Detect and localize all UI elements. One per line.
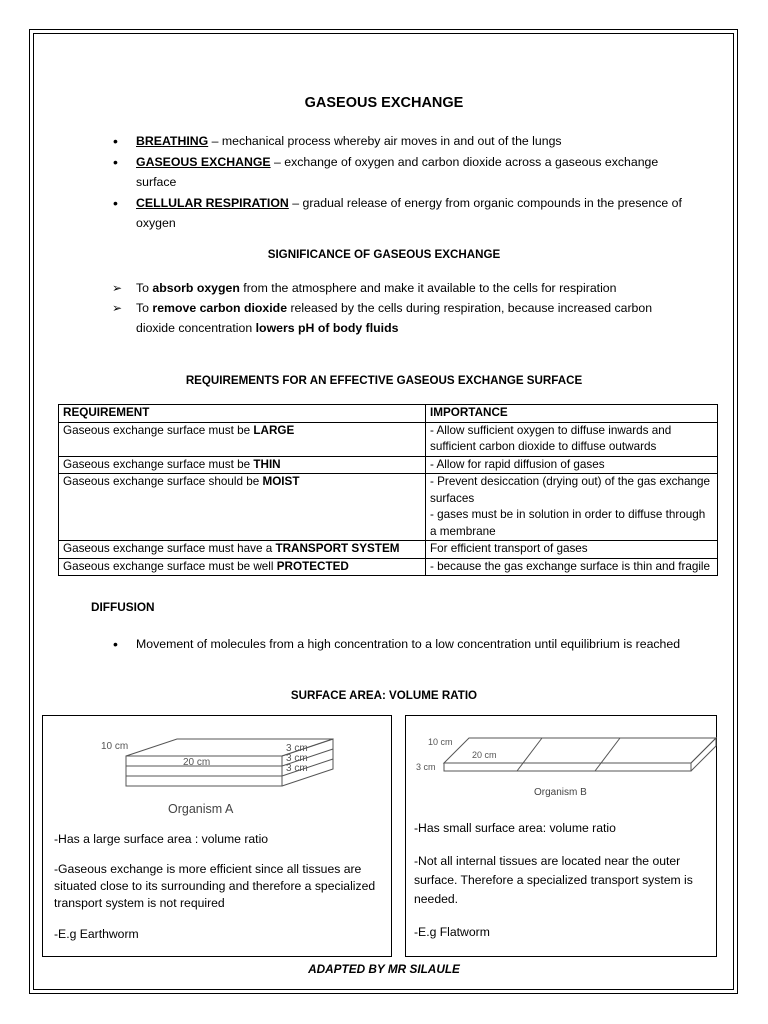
organism-b-text-2: -Not all internal tissues are located near the outer surface. Therefore a specialized transport system is needed. bbox=[414, 854, 693, 906]
organism-b-diagram bbox=[406, 716, 718, 806]
text: released by the cells during respiration, because increased carbon dioxide concentration bbox=[136, 301, 653, 335]
page-title: GASEOUS EXCHANGE bbox=[304, 95, 464, 111]
organism-a-text-2: -Gaseous exchange is more efficient since all tissues are situated close to its surrounding and therefore a specialized transport system is not required bbox=[54, 862, 376, 910]
importance-cell: - because the gas exchange surface is thin and fragile bbox=[426, 558, 718, 576]
bold-text: absorb oxygen bbox=[152, 281, 240, 295]
width-label: 20 cm bbox=[472, 750, 497, 760]
organism-a-diagram bbox=[43, 716, 393, 826]
height-label: 3 cm bbox=[286, 763, 308, 774]
importance-cell: - Allow sufficient oxygen to diffuse inwards and sufficient carbon dioxide to diffuse outwards bbox=[426, 422, 718, 456]
bullet-icon: • bbox=[113, 153, 118, 170]
column-header-importance: IMPORTANCE bbox=[426, 405, 718, 423]
table-row bbox=[59, 456, 718, 474]
table-row bbox=[59, 474, 718, 541]
organism-label: Organism A bbox=[168, 802, 234, 816]
height-label: 3 cm bbox=[286, 753, 308, 764]
bold-text: LARGE bbox=[253, 423, 295, 437]
footer-credit: ADAPTED BY MR SILAULE bbox=[308, 962, 460, 976]
bullet-icon: • bbox=[113, 133, 118, 149]
definition-text: – gradual release of energy from organic compounds in the presence of oxygen bbox=[136, 195, 682, 230]
diffusion-heading: DIFFUSION bbox=[91, 600, 155, 614]
bullet-icon: • bbox=[113, 194, 118, 211]
bullet-icon: • bbox=[113, 636, 118, 652]
significance-heading: SIGNIFICANCE OF GASEOUS EXCHANGE bbox=[267, 248, 501, 261]
text: Gaseous exchange surface must have a bbox=[63, 542, 276, 555]
organism-a-text-3: -E.g Earthworm bbox=[54, 927, 139, 941]
text: - gases must be in solution in order to diffuse through a membrane bbox=[430, 508, 706, 538]
requirement-cell bbox=[59, 541, 426, 559]
table-row bbox=[59, 422, 718, 456]
bold-text: TRANSPORT SYSTEM bbox=[275, 542, 400, 555]
height-label: 3 cm bbox=[286, 743, 308, 754]
arrow-bullet-icon: ➢ bbox=[112, 281, 123, 295]
requirement-cell bbox=[59, 558, 426, 576]
sa-ratio-heading: SURFACE AREA: VOLUME RATIO bbox=[290, 689, 478, 702]
definition-term: BREATHING bbox=[136, 134, 209, 148]
length-label: 10 cm bbox=[101, 741, 129, 752]
definition-text: – mechanical process whereby air moves in and out of the lungs bbox=[208, 134, 562, 148]
text: Gaseous exchange surface must be bbox=[63, 457, 254, 471]
table-row bbox=[59, 541, 718, 559]
requirement-cell bbox=[59, 422, 426, 456]
text: To bbox=[136, 301, 153, 315]
bold-text: THIN bbox=[253, 457, 281, 471]
text: Movement of molecules from a high concentration to a low concentration until equilibrium is reached bbox=[136, 637, 681, 651]
organism-label: Organism B bbox=[534, 787, 587, 798]
diffusion-item bbox=[110, 634, 690, 654]
importance-cell bbox=[426, 474, 718, 541]
definition-term: CELLULAR RESPIRATION bbox=[136, 195, 289, 210]
organism-b-text-1: -Has small surface area: volume ratio bbox=[414, 821, 616, 835]
definitions-list bbox=[110, 131, 690, 234]
bold-text: MOIST bbox=[262, 475, 300, 488]
requirements-table bbox=[58, 404, 718, 576]
significance-item bbox=[110, 278, 690, 298]
organism-b-box bbox=[405, 715, 717, 957]
bold-text: PROTECTED bbox=[276, 559, 349, 573]
text: Gaseous exchange surface should be bbox=[63, 475, 263, 488]
text: Gaseous exchange surface must be bbox=[63, 423, 254, 437]
text: Gaseous exchange surface must be well bbox=[63, 559, 277, 573]
requirement-cell bbox=[59, 456, 426, 474]
definition-term: GASEOUS EXCHANGE bbox=[136, 154, 271, 169]
text: - Prevent desiccation (drying out) of the gas exchange surfaces bbox=[430, 475, 711, 505]
definition-breathing bbox=[110, 131, 690, 152]
definition-cellular-respiration bbox=[110, 193, 690, 234]
organism-b-text-3: -E.g Flatworm bbox=[414, 925, 490, 939]
importance-cell: - Allow for rapid diffusion of gases bbox=[426, 456, 718, 474]
width-label: 20 cm bbox=[183, 757, 211, 768]
organism-a-box bbox=[42, 715, 392, 957]
height-label: 3 cm bbox=[416, 762, 436, 772]
importance-cell: For efficient transport of gases bbox=[426, 541, 718, 559]
organism-a-text-1: -Has a large surface area : volume ratio bbox=[54, 832, 269, 846]
definition-text: – exchange of oxygen and carbon dioxide across a gaseous exchange surface bbox=[136, 154, 659, 189]
table-header-row bbox=[59, 405, 718, 423]
significance-list bbox=[110, 278, 690, 338]
requirements-heading: REQUIREMENTS FOR AN EFFECTIVE GASEOUS EXCHANGE SURFACE bbox=[185, 374, 583, 387]
arrow-bullet-icon: ➢ bbox=[112, 301, 123, 315]
significance-item bbox=[110, 298, 690, 338]
bold-text: remove carbon dioxide bbox=[152, 301, 288, 315]
definition-gaseous-exchange bbox=[110, 152, 690, 193]
requirement-cell bbox=[59, 474, 426, 541]
text: To bbox=[136, 281, 153, 295]
table-row bbox=[59, 558, 718, 576]
length-label: 10 cm bbox=[428, 737, 453, 747]
column-header-requirement: REQUIREMENT bbox=[59, 405, 426, 423]
text: from the atmosphere and make it available to the cells for respiration bbox=[239, 281, 617, 295]
bold-text: lowers pH of body fluids bbox=[255, 321, 399, 335]
